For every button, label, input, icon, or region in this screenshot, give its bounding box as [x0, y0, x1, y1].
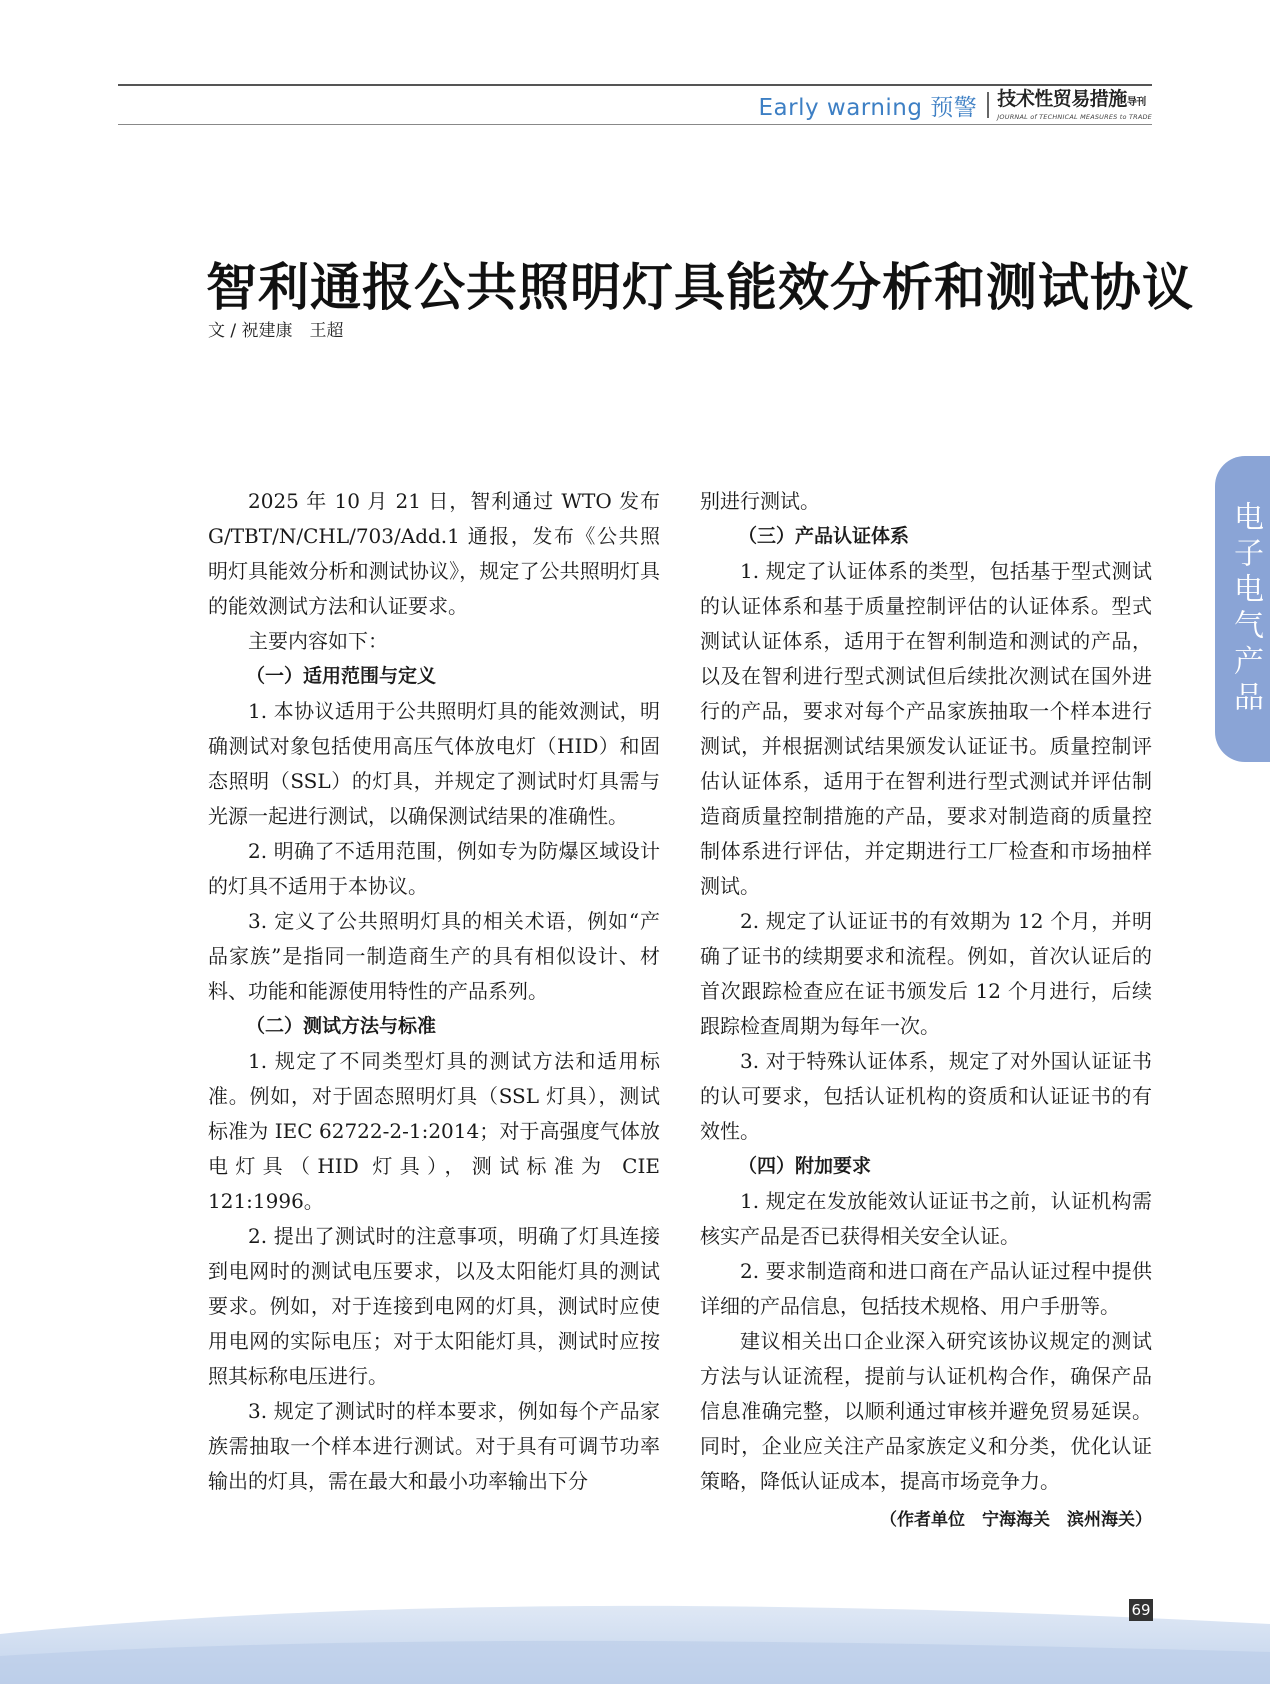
journal-name-en: JOURNAL of TECHNICAL MEASURES to TRADE [997, 113, 1152, 121]
paragraph: 别进行测试。 [700, 489, 820, 513]
section-label-cn: 预警 [930, 94, 978, 121]
paragraph: 2025 年 10 月 21 日，智利通过 WTO 发布 G/TBT/N/CHL/703/Add.1 通报，发布《公共照明灯具能效分析和测试协议》，规定了公共照明灯具的能效测试方法和认证要求。 [208, 489, 660, 618]
section-heading: （四）附加要求 [738, 1155, 872, 1177]
paragraph: 2. 要求制造商和进口商在产品认证过程中提供详细的产品信息，包括技术规格、用户手册等。 [700, 1259, 1152, 1318]
article-byline: 文 / 祝建康 王超 [208, 321, 344, 341]
header-rule-bottom [118, 124, 1152, 125]
category-label: 电子电气产品 [1228, 501, 1263, 717]
article-title: 智利通报公共照明灯具能效分析和测试协议 [206, 259, 1195, 318]
footer-wave [0, 1594, 1270, 1684]
paragraph: 建议相关出口企业深入研究该协议规定的测试方法与认证流程，提前与认证机构合作，确保产品信息准确完整，以顺利通过审核并避免贸易延误。同时，企业应关注产品家族定义和分类，优化认证策略，降低认证成本，提高市场竞争力。 [700, 1329, 1152, 1493]
page-number: 69 [1129, 1599, 1153, 1621]
journal-name-suffix: 导刊 [1126, 97, 1146, 108]
paragraph: 1. 规定了不同类型灯具的测试方法和适用标准。例如，对于固态照明灯具（SSL 灯具），测试标准为 IEC 62722-2-1:2014；对于高强度气体放电灯具（HID 灯具），测试标准为 CIE 121:1996。 [208, 1049, 660, 1213]
journal-name-cn: 技术性贸易措施 [997, 88, 1127, 110]
section-label-en: Early warning [758, 94, 923, 121]
right-column [700, 484, 1152, 1538]
running-header [118, 88, 1152, 122]
paragraph: 2. 提出了测试时的注意事项，明确了灯具连接到电网时的测试电压要求，以及太阳能灯具的测试要求。例如，对于连接到电网的灯具，测试时应使用电网的实际电压；对于太阳能灯具，测试时应按照其标称电压进行。 [208, 1224, 660, 1388]
paragraph: 3. 规定了测试时的样本要求，例如每个产品家族需抽取一个样本进行测试。对于具有可调节功率输出的灯具，需在最大和最小功率输出下分 [208, 1399, 660, 1493]
category-side-tab [1215, 456, 1270, 762]
paragraph: 主要内容如下： [248, 629, 388, 653]
paragraph: 3. 对于特殊认证体系，规定了对外国认证证书的认可要求，包括认证机构的资质和认证证书的有效性。 [700, 1049, 1152, 1143]
section-label [758, 89, 977, 122]
header-separator [987, 92, 989, 118]
author-affiliation: （作者单位 宁海海关 滨州海关） [880, 1510, 1152, 1530]
paragraph: 1. 本协议适用于公共照明灯具的能效测试，明确测试对象包括使用高压气体放电灯（HID）和固态照明（SSL）的灯具，并规定了测试时灯具需与光源一起进行测试，以确保测试结果的准确性。 [208, 699, 660, 828]
journal-logo [997, 89, 1152, 121]
paragraph: 3. 定义了公共照明灯具的相关术语，例如“产品家族”是指同一制造商生产的具有相似设计、材料、功能和能源使用特性的产品系列。 [208, 909, 660, 1003]
paragraph: 1. 规定在发放能效认证证书之前，认证机构需核实产品是否已获得相关安全认证。 [700, 1189, 1152, 1248]
paragraph: 1. 规定了认证体系的类型，包括基于型式测试的认证体系和基于质量控制评估的认证体系。型式测试认证体系，适用于在智利制造和测试的产品，以及在智利进行型式测试但后续批次测试在国外进行的产品，要求对每个产品家族抽取一个样本进行测试，并根据测试结果颁发认证证书。质量控制评估认证体系，适用于在智利进行型式测试并评估制造商质量控制措施的产品，要求对制造商的质量控制体系进行评估，并定期进行工厂检查和市场抽样测试。 [700, 559, 1152, 898]
left-column [208, 484, 660, 1499]
section-heading: （二）测试方法与标准 [246, 1015, 437, 1037]
header-rule-top [118, 84, 1152, 86]
section-heading: （三）产品认证体系 [738, 525, 910, 547]
section-heading: （一）适用范围与定义 [246, 665, 437, 687]
paragraph: 2. 明确了不适用范围，例如专为防爆区域设计的灯具不适用于本协议。 [208, 839, 660, 898]
paragraph: 2. 规定了认证证书的有效期为 12 个月，并明确了证书的续期要求和流程。例如，首次认证后的首次跟踪检查应在证书颁发后 12 个月进行，后续跟踪检查周期为每年一次。 [700, 909, 1152, 1038]
